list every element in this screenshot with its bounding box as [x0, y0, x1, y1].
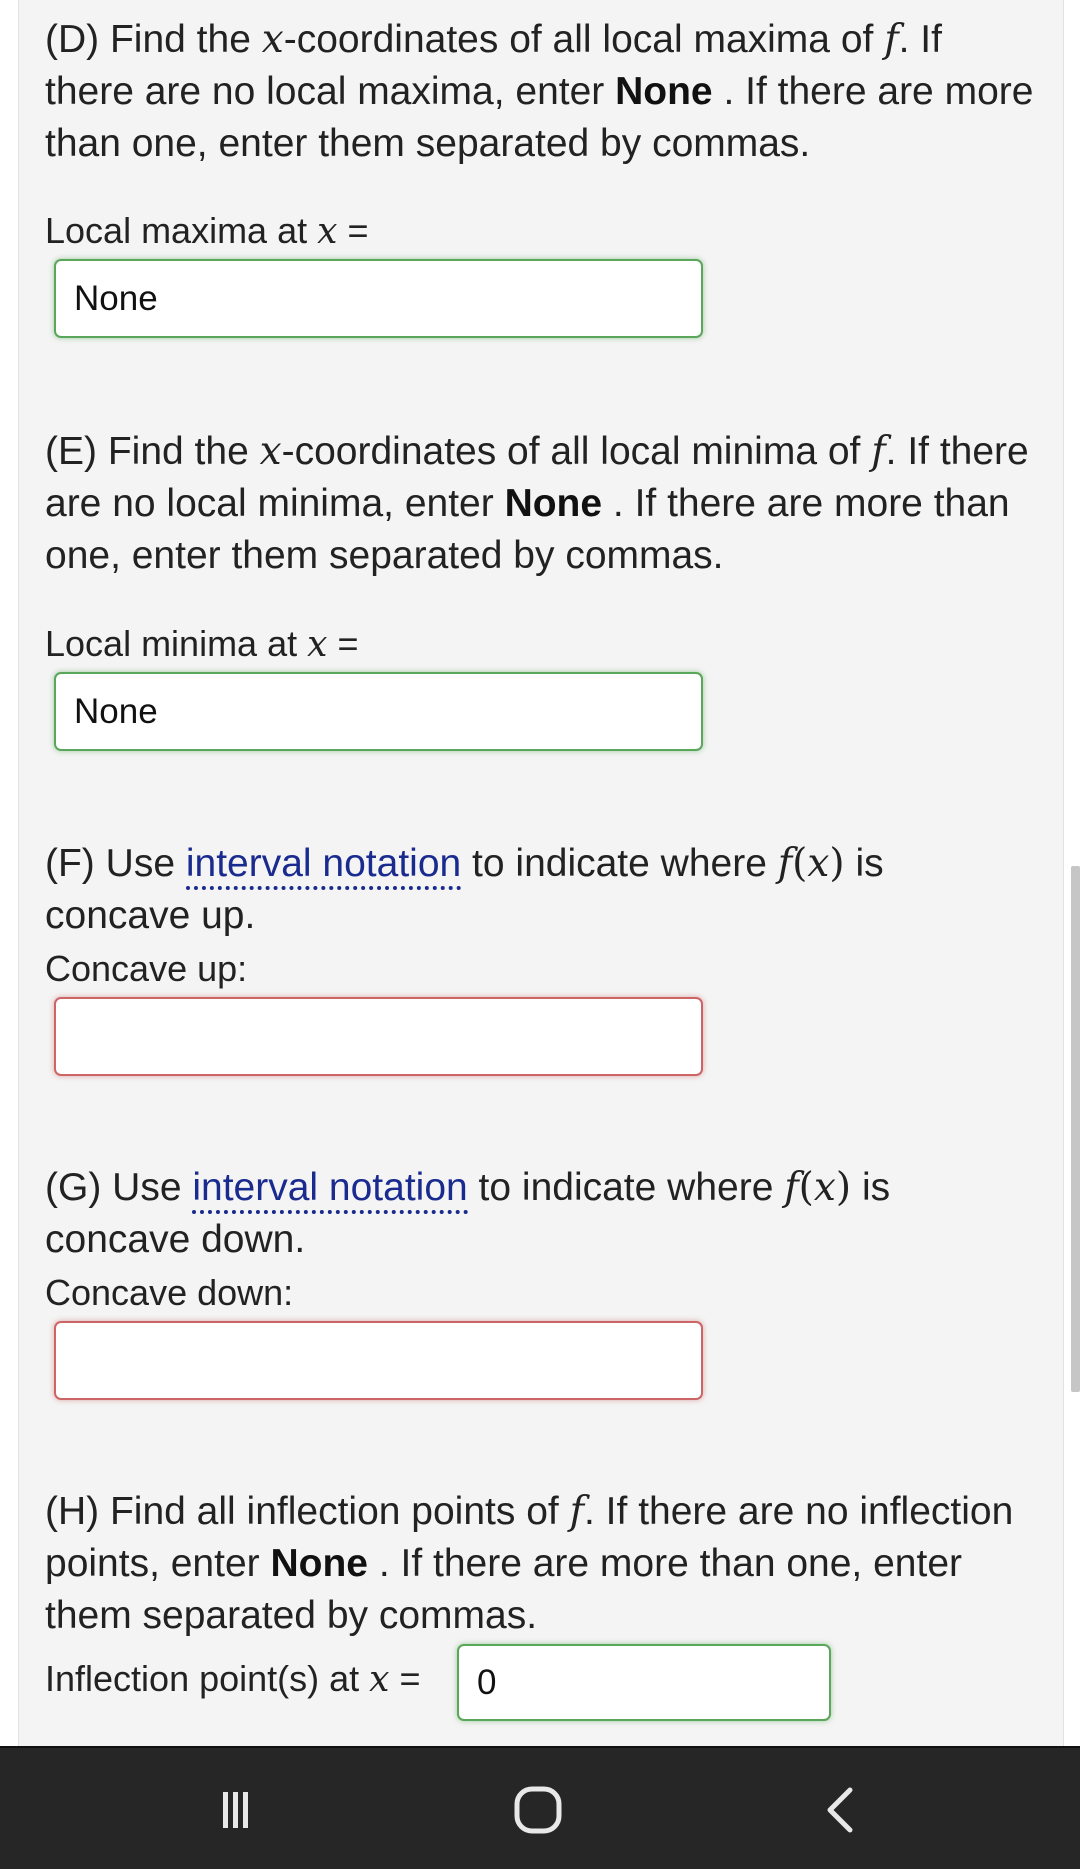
home-button[interactable] — [483, 1748, 593, 1869]
interval-notation-link-g[interactable]: interval notation — [192, 1166, 467, 1214]
recent-apps-button[interactable] — [180, 1748, 290, 1869]
concave-up-label: Concave up: — [45, 948, 248, 989]
interval-notation-link-f[interactable]: interval notation — [186, 842, 461, 890]
back-button[interactable] — [785, 1748, 895, 1869]
concave-up-input[interactable] — [54, 997, 703, 1076]
local-maxima-label: Local maxima at x = — [45, 210, 369, 252]
question-e-text: (E) Find the x-coordinates of all local minima of f. If there are no local minima, enter None . If there are more than one, enter them separated by commas. — [45, 429, 1029, 577]
local-maxima-input[interactable]: None — [54, 259, 703, 338]
concave-down-input[interactable] — [54, 1321, 703, 1400]
local-minima-input[interactable]: None — [54, 672, 703, 751]
question-f-text: (F) Use interval notation to indicate where f(x) is concave up. — [45, 841, 884, 937]
concave-down-label: Concave down: — [45, 1272, 294, 1313]
system-navigation-bar — [0, 1746, 1080, 1869]
scrollbar[interactable] — [1071, 866, 1080, 1392]
inflection-points-label: Inflection point(s) at x = — [45, 1658, 421, 1700]
question-g-text: (G) Use interval notation to indicate where f(x) is concave down. — [45, 1165, 891, 1261]
local-minima-label: Local minima at x = — [45, 623, 359, 665]
home-icon — [512, 1784, 564, 1836]
question-h-text: (H) Find all inflection points of f. If there are no inflection points, enter None . If there are more than one, enter them separated by commas. — [45, 1489, 1014, 1637]
back-icon — [820, 1784, 860, 1836]
recent-apps-icon — [213, 1788, 257, 1832]
question-d-text: (D) Find the x-coordinates of all local maxima of f. If there are no local maxima, enter None . If there are more than one, enter them separated by commas. — [45, 17, 1034, 165]
inflection-points-input[interactable]: 0 — [457, 1644, 831, 1721]
